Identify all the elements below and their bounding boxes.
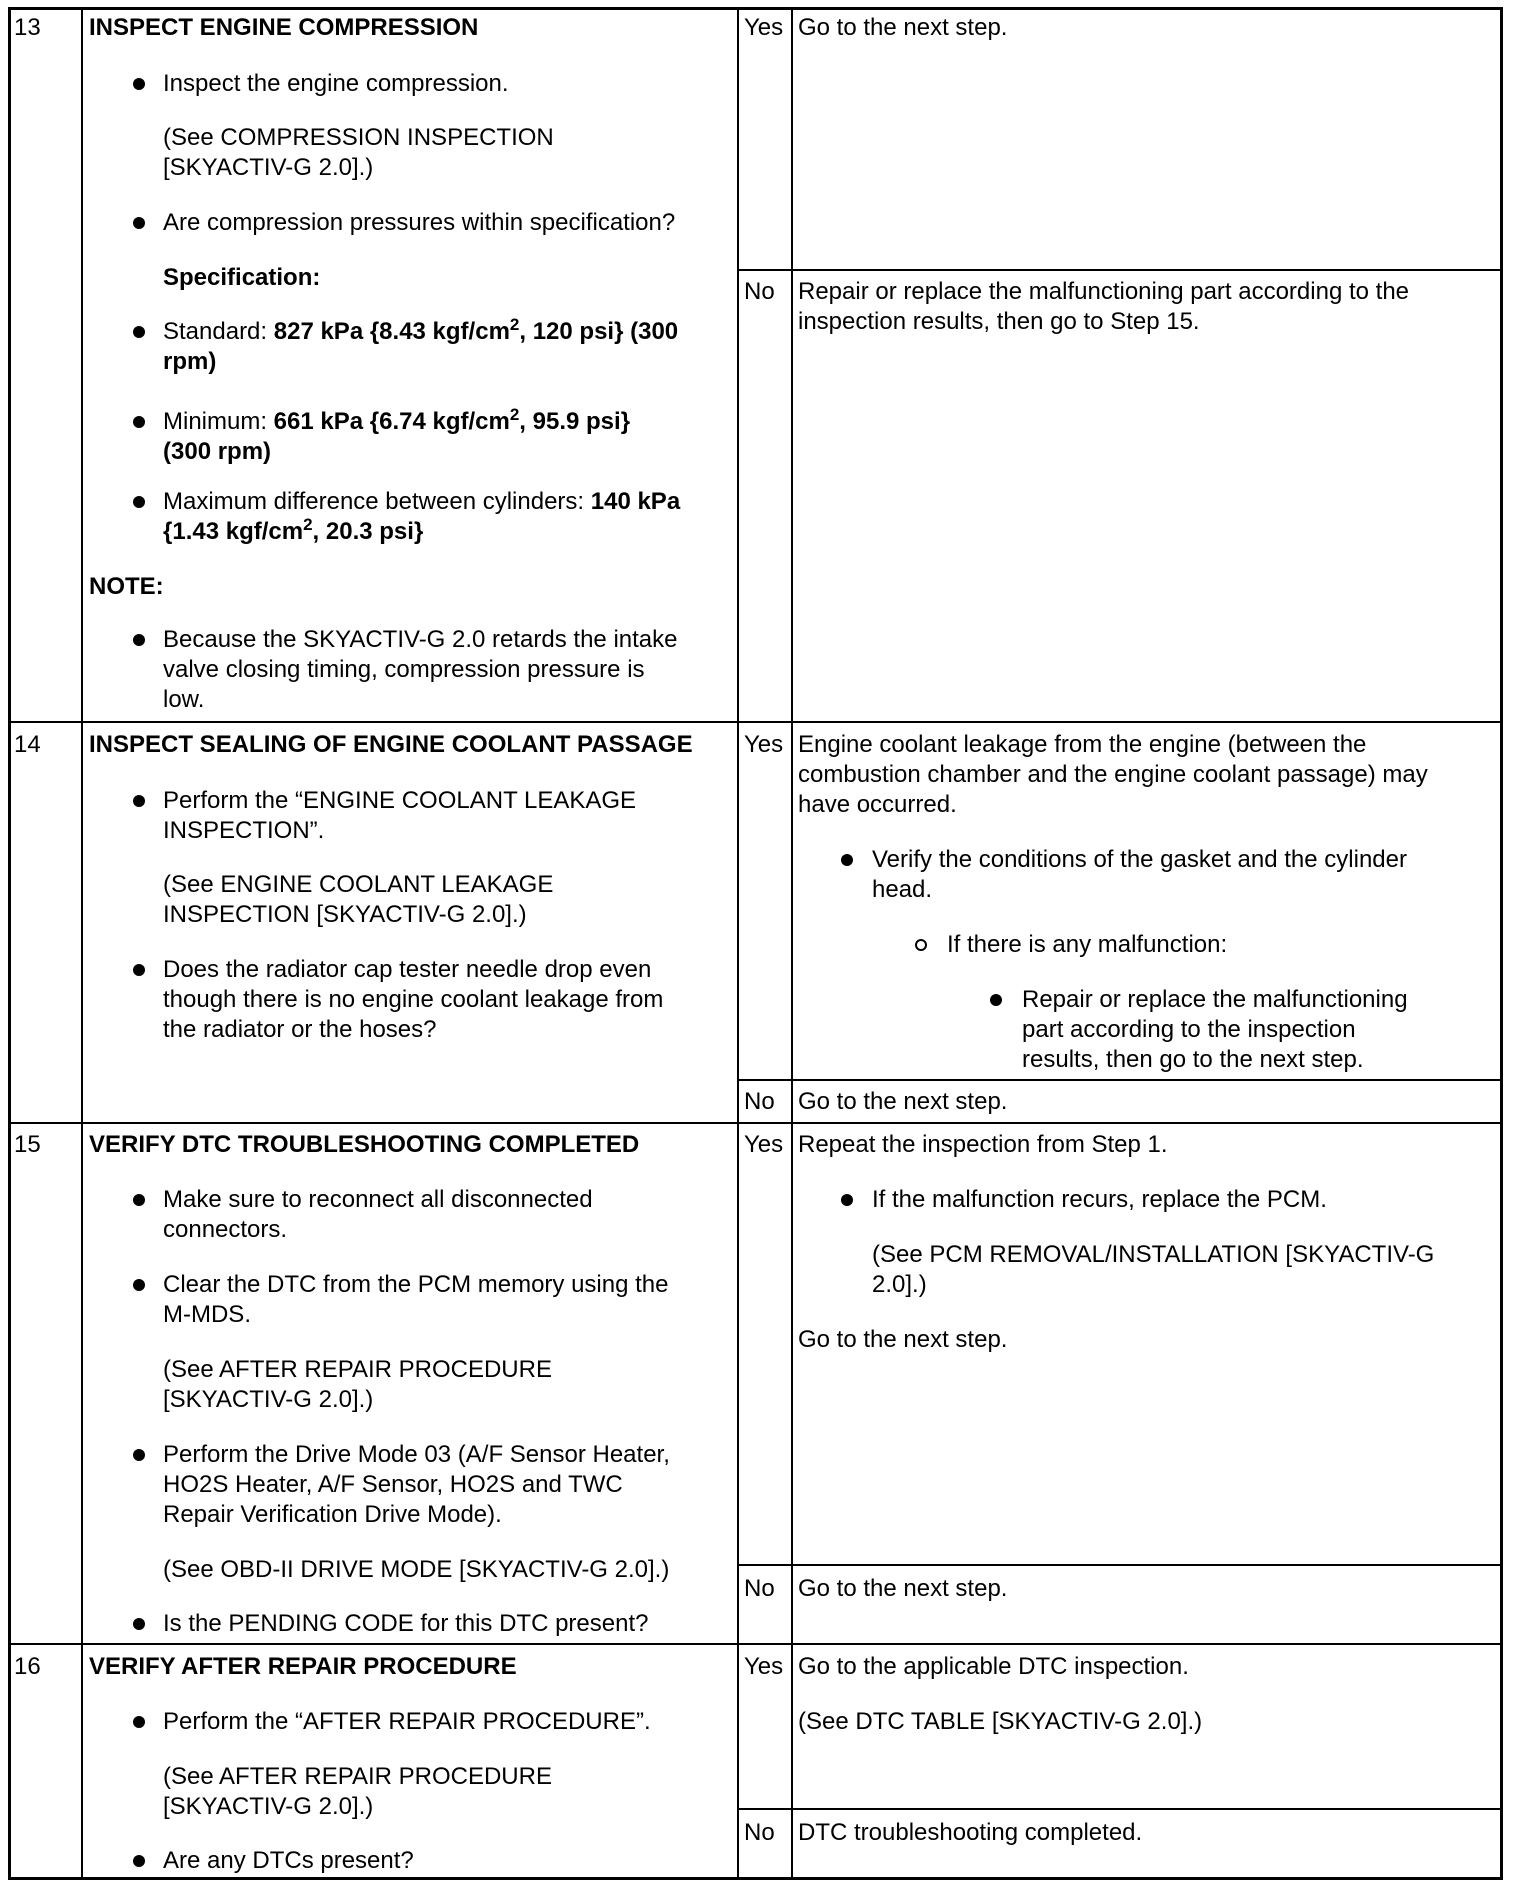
yes-no-divider-16: [737, 1808, 1503, 1810]
instruction-text: Is the PENDING CODE for this DTC present?: [163, 1610, 649, 1637]
bullet-icon: [133, 1855, 145, 1867]
no-action: inspection results, then go to Step 15.: [798, 308, 1200, 335]
spec-maximum-diff-cont: {1.43 kgf/$cm^2$, 20.3 psi}: [163, 515, 424, 545]
no-label: No: [744, 1819, 775, 1846]
bullet-icon: [133, 1449, 145, 1461]
col-divider-step: [81, 8, 83, 1878]
yes-action: If the malfunction recurs, replace the PCM.: [872, 1186, 1327, 1213]
bullet-icon: [133, 795, 145, 807]
bullet-icon: [133, 964, 145, 976]
reference-text: (See AFTER REPAIR PROCEDURE: [163, 1356, 552, 1383]
bullet-icon: [133, 217, 145, 229]
reference-text: (See OBD-II DRIVE MODE [SKYACTIV-G 2.0].): [163, 1556, 670, 1583]
no-action: Repair or replace the malfunctioning part according to the: [798, 278, 1410, 305]
step-title: INSPECT SEALING OF ENGINE COOLANT PASSAGE: [89, 731, 693, 758]
note-text: Because the SKYACTIV-G 2.0 retards the intake: [163, 626, 678, 653]
step-number: 15: [14, 1131, 41, 1158]
yes-no-divider-15: [737, 1564, 1503, 1566]
circle-bullet-icon: [915, 939, 927, 951]
yes-label: Yes: [744, 731, 784, 758]
bullet-icon: [133, 634, 145, 646]
instruction-text: HO2S Heater, A/F Sensor, HO2S and TWC: [163, 1471, 623, 1498]
col-divider-result: [791, 8, 793, 1878]
no-label: No: [744, 1088, 775, 1115]
yes-action: Verify the conditions of the gasket and the cylinder: [872, 846, 1407, 873]
yes-action: Go to the applicable DTC inspection.: [798, 1653, 1189, 1680]
note-text: valve closing timing, compression pressure is: [163, 656, 645, 683]
yes-action: have occurred.: [798, 791, 957, 818]
instruction-text: M-MDS.: [163, 1301, 251, 1328]
step-title: VERIFY AFTER REPAIR PROCEDURE: [89, 1653, 517, 1680]
spec-minimum: Minimum: 661 kPa {6.74 kgf/$cm^2$, 95.9 psi}: [163, 405, 631, 435]
reference-text: [SKYACTIV-G 2.0].): [163, 1793, 374, 1820]
spec-label: Specification:: [163, 264, 321, 291]
yes-action: If there is any malfunction:: [947, 931, 1228, 958]
bullet-icon: [133, 1618, 145, 1630]
note-text: low.: [163, 686, 205, 713]
row-divider-14-15: [8, 1122, 1503, 1124]
reference-text: (See PCM REMOVAL/INSTALLATION [SKYACTIV-G: [872, 1241, 1435, 1268]
instruction-text: Perform the “ENGINE COOLANT LEAKAGE: [163, 787, 637, 814]
yes-action: Engine coolant leakage from the engine (between the: [798, 731, 1367, 758]
step-title: INSPECT ENGINE COMPRESSION: [89, 14, 479, 41]
bullet-icon: [841, 854, 853, 866]
note-label: NOTE:: [89, 573, 164, 600]
yes-label: Yes: [744, 14, 784, 41]
reference-text: (See DTC TABLE [SKYACTIV-G 2.0].): [798, 1708, 1203, 1735]
bullet-icon: [133, 78, 145, 90]
instruction-text: Perform the “AFTER REPAIR PROCEDURE”.: [163, 1708, 651, 1735]
bullet-icon: [133, 496, 145, 508]
spec-standard: Standard: 827 kPa {8.43 kgf/$cm^2$, 120 psi} (300: [163, 315, 679, 345]
no-label: No: [744, 1575, 775, 1602]
instruction-text: the radiator or the hoses?: [163, 1016, 437, 1043]
yes-action: combustion chamber and the engine coolant passage) may: [798, 761, 1428, 788]
instruction-text: Does the radiator cap tester needle drop even: [163, 956, 652, 983]
yes-action: Go to the next step.: [798, 1326, 1008, 1353]
yes-action: results, then go to the next step.: [1022, 1046, 1364, 1073]
no-action: Go to the next step.: [798, 1575, 1008, 1602]
instruction-text: Perform the Drive Mode 03 (A/F Sensor Heater,: [163, 1441, 670, 1468]
reference-text: [SKYACTIV-G 2.0].): [163, 154, 374, 181]
bullet-icon: [841, 1194, 853, 1206]
step-number: 13: [14, 14, 41, 41]
bullet-icon: [133, 1279, 145, 1291]
spec-standard-cont: rpm): [163, 348, 217, 375]
row-divider-13-14: [8, 721, 1503, 723]
yes-action: Repeat the inspection from Step 1.: [798, 1131, 1168, 1158]
instruction-text: Make sure to reconnect all disconnected: [163, 1186, 593, 1213]
reference-text: (See COMPRESSION INSPECTION: [163, 124, 554, 151]
yes-label: Yes: [744, 1131, 784, 1158]
yes-action: Repair or replace the malfunctioning: [1022, 986, 1408, 1013]
yes-action: part according to the inspection: [1022, 1016, 1356, 1043]
step-number: 16: [14, 1653, 41, 1680]
reference-text: 2.0].): [872, 1271, 927, 1298]
instruction-text: Inspect the engine compression.: [163, 70, 509, 97]
no-action: DTC troubleshooting completed.: [798, 1819, 1143, 1846]
reference-text: (See ENGINE COOLANT LEAKAGE: [163, 871, 554, 898]
instruction-text: Are compression pressures within specification?: [163, 209, 676, 236]
bullet-icon: [133, 326, 145, 338]
bullet-icon: [990, 994, 1002, 1006]
instruction-text: Repair Verification Drive Mode).: [163, 1501, 502, 1528]
reference-text: INSPECTION [SKYACTIV-G 2.0].): [163, 901, 527, 928]
instruction-text: Clear the DTC from the PCM memory using the: [163, 1271, 669, 1298]
yes-action: Go to the next step.: [798, 14, 1008, 41]
no-action: Go to the next step.: [798, 1088, 1008, 1115]
yes-no-divider-13: [737, 269, 1503, 271]
yes-no-divider-14: [737, 1079, 1503, 1081]
spec-minimum-cont: (300 rpm): [163, 438, 272, 465]
yes-action: head.: [872, 876, 933, 903]
step-title: VERIFY DTC TROUBLESHOOTING COMPLETED: [89, 1131, 640, 1158]
reference-text: [SKYACTIV-G 2.0].): [163, 1386, 374, 1413]
row-divider-15-16: [8, 1643, 1503, 1645]
bullet-icon: [133, 416, 145, 428]
col-divider-action: [737, 8, 739, 1878]
bullet-icon: [133, 1194, 145, 1206]
instruction-text: INSPECTION”.: [163, 817, 325, 844]
bullet-icon: [133, 1716, 145, 1728]
spec-maximum-diff: Maximum difference between cylinders: 140 kPa: [163, 488, 681, 515]
reference-text: (See AFTER REPAIR PROCEDURE: [163, 1763, 552, 1790]
step-number: 14: [14, 731, 41, 758]
yes-label: Yes: [744, 1653, 784, 1680]
no-label: No: [744, 278, 775, 305]
instruction-text: Are any DTCs present?: [163, 1847, 414, 1874]
instruction-text: though there is no engine coolant leakage from: [163, 986, 664, 1013]
instruction-text: connectors.: [163, 1216, 288, 1243]
